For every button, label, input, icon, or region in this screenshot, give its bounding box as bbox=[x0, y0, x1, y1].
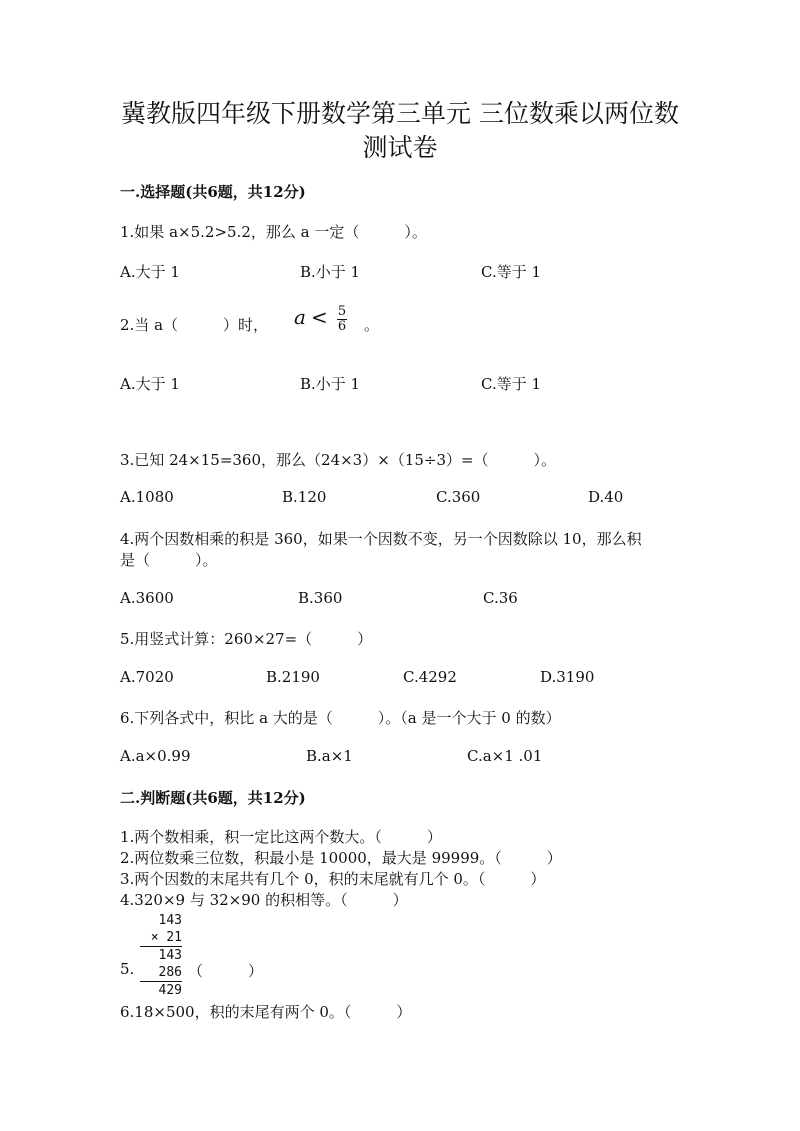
judge-item-5-label: 5. bbox=[120, 960, 135, 978]
vertical-line-2: × 21 bbox=[140, 929, 182, 947]
q5-option-b[interactable]: B.2190 bbox=[266, 668, 320, 686]
question-5: 5.用竖式计算：260×27=（ ） bbox=[120, 630, 373, 648]
page-title: 冀教版四年级下册数学第三单元 三位数乘以两位数 bbox=[121, 99, 679, 128]
page-title-line2: 测试卷 bbox=[362, 133, 438, 162]
q5-option-a[interactable]: A.7020 bbox=[120, 668, 174, 686]
judge-item-2: 2.两位数乘三位数，积最小是 10000，最大是 99999。（ ） bbox=[120, 849, 562, 867]
judge-item-4: 4.320×9 与 32×90 的积相等。（ ） bbox=[120, 891, 408, 909]
math-expression bbox=[294, 305, 347, 334]
q3-option-c[interactable]: C.360 bbox=[436, 488, 481, 506]
q6-option-b[interactable]: B.a×1 bbox=[306, 747, 353, 765]
q4-option-c[interactable]: C.36 bbox=[483, 589, 518, 607]
question-3: 3.已知 24×15=360，那么（24×3）×（15÷3）=（ ）。 bbox=[120, 451, 557, 469]
vertical-line-1: 143 bbox=[158, 913, 182, 928]
question-2-end: 。 bbox=[364, 316, 380, 334]
q5-option-d[interactable]: D.3190 bbox=[540, 668, 595, 686]
fraction-denominator: 6 bbox=[337, 319, 347, 334]
judge-item-1: 1.两个数相乘，积一定比这两个数大。（ ） bbox=[120, 828, 442, 846]
math-fraction bbox=[337, 305, 347, 334]
judge-item-6: 6.18×500，积的末尾有两个 0。（ ） bbox=[120, 1003, 412, 1021]
q2-option-c[interactable]: C.等于 1 bbox=[481, 375, 542, 393]
judge-item-3: 3.两个因数的末尾共有几个 0，积的末尾就有几个 0。（ ） bbox=[120, 870, 546, 888]
q5-option-c[interactable]: C.4292 bbox=[403, 668, 457, 686]
judge-item-5-bracket: （ ） bbox=[188, 962, 264, 980]
q4-option-b[interactable]: B.360 bbox=[298, 589, 343, 607]
math-operator: < bbox=[311, 305, 328, 329]
question-1: 1.如果 a×5.2>5.2，那么 a 一定（ ）。 bbox=[120, 223, 427, 241]
q2-option-b[interactable]: B.小于 1 bbox=[300, 375, 361, 393]
q3-option-a[interactable]: A.1080 bbox=[120, 488, 174, 506]
q1-option-a[interactable]: A.大于 1 bbox=[120, 263, 180, 281]
q2-option-a[interactable]: A.大于 1 bbox=[120, 375, 180, 393]
q6-option-a[interactable]: A.a×0.99 bbox=[120, 747, 191, 765]
question-6: 6.下列各式中，积比 a 大的是（ ）。（a 是一个大于 0 的数） bbox=[120, 709, 561, 727]
q3-option-d[interactable]: D.40 bbox=[588, 488, 624, 506]
vertical-multiplication bbox=[140, 912, 182, 999]
q3-option-b[interactable]: B.120 bbox=[282, 488, 327, 506]
fraction-numerator: 5 bbox=[337, 304, 347, 319]
question-4-line2: 是（ ）。 bbox=[120, 551, 218, 569]
question-2: 2.当 a（ ）时， bbox=[120, 316, 269, 334]
q1-option-c[interactable]: C.等于 1 bbox=[481, 263, 542, 281]
vertical-line-4: 286 bbox=[140, 964, 182, 982]
section-heading-judge: 二.判断题(共6题，共12分) bbox=[120, 789, 306, 807]
q4-option-a[interactable]: A.3600 bbox=[120, 589, 174, 607]
vertical-line-3: 143 bbox=[158, 948, 182, 963]
section-heading-choice: 一.选择题(共6题，共12分) bbox=[120, 183, 306, 201]
q6-option-c[interactable]: C.a×1 .01 bbox=[467, 747, 543, 765]
q1-option-b[interactable]: B.小于 1 bbox=[300, 263, 361, 281]
math-variable: a bbox=[294, 305, 306, 329]
question-4-line1: 4.两个因数相乘的积是 360，如果一个因数不变，另一个因数除以 10，那么积 bbox=[120, 530, 642, 548]
vertical-line-5: 429 bbox=[158, 983, 182, 998]
